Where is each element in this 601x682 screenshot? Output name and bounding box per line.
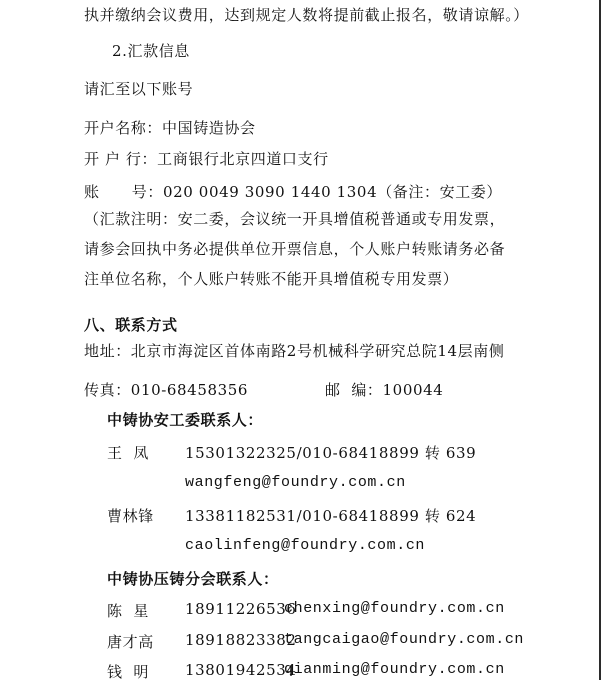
account-name-line: 开户名称：中国铸造协会 — [84, 119, 256, 137]
remittance-note-line-2: 请参会回执中务必提供单位开票信息，个人账户转账请务必备 — [84, 240, 506, 258]
contact-phone: 18911226536 — [185, 600, 297, 618]
heading-safety-committee-contacts: 中铸协安工委联系人： — [107, 411, 264, 429]
contact-phone: 18918823382 — [185, 631, 297, 649]
contact-email: caolinfeng@foundry.com.cn — [185, 537, 426, 554]
bank-name-line: 开 户 行：工商银行北京四道口支行 — [84, 150, 329, 168]
remittance-note-line-3: 注单位名称，个人账户转账不能开具增值税专用发票） — [84, 270, 459, 288]
contact-name: 王 凤 — [107, 444, 149, 462]
address-line: 地址：北京市海淀区首体南路2号机械科学研究总院14层南侧 — [84, 342, 505, 360]
heading-contact-info: 八、联系方式 — [84, 316, 178, 334]
heading-remittance-info: 2.汇款信息 — [112, 42, 190, 60]
contact-name: 陈 星 — [107, 602, 149, 620]
contact-email: qianming@foundry.com.cn — [284, 661, 505, 678]
contact-name: 曹林锋 — [107, 507, 154, 525]
text-line-registration-note: 执并缴纳会议费用，达到规定人数将提前截止报名，敬请谅解。） — [84, 6, 529, 24]
contact-name: 钱 明 — [107, 663, 149, 681]
fax-line: 传真：010-68458356 — [84, 381, 249, 399]
text-line-remit-to: 请汇至以下账号 — [84, 80, 194, 98]
contact-email: chenxing@foundry.com.cn — [284, 600, 505, 617]
contact-name: 唐才高 — [107, 633, 154, 651]
contact-email: wangfeng@foundry.com.cn — [185, 474, 406, 491]
contact-phone: 13381182531/010-68418899 转 624 — [185, 507, 477, 525]
account-number-line: 账 号：020 0049 3090 1440 1304（备注：安工委） — [84, 183, 503, 201]
contact-phone: 15301322325/010-68418899 转 639 — [185, 444, 477, 462]
postcode-line: 邮 编：100044 — [325, 381, 444, 399]
contact-phone: 13801942534 — [185, 661, 297, 679]
heading-die-casting-contacts: 中铸协压铸分会联系人： — [107, 570, 279, 588]
remittance-note-line-1: （汇款注明：安二委，会议统一开具增值税普通或专用发票， — [84, 210, 506, 228]
contact-email: tangcaigao@foundry.com.cn — [284, 631, 525, 648]
